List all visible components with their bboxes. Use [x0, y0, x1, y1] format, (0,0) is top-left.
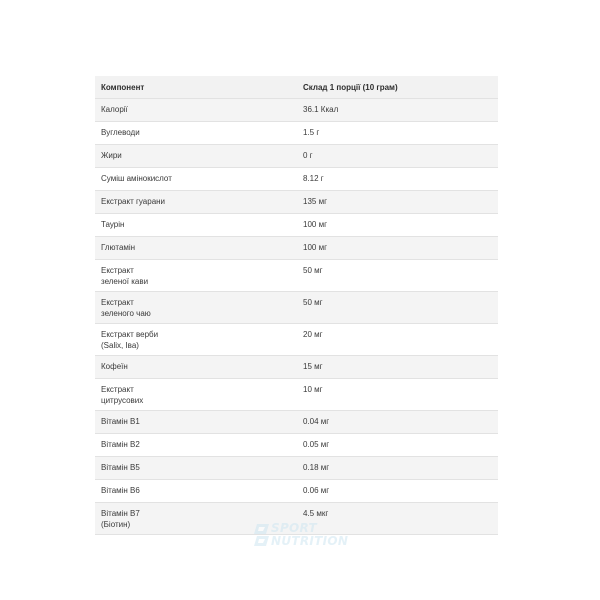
watermark-line-2: NUTRITION	[271, 534, 349, 548]
component-cell: Екстракт гуарани	[95, 191, 297, 214]
amount-cell: 8.12 г	[297, 168, 498, 191]
component-cell: Вітамін В5	[95, 457, 297, 480]
component-cell: Глютамін	[95, 237, 297, 260]
component-cell: Жири	[95, 145, 297, 168]
component-cell: Вітамін В6	[95, 480, 297, 503]
table-row	[95, 480, 498, 503]
amount-cell: 0.06 мг	[297, 480, 498, 503]
watermark-logo-icon	[254, 522, 270, 548]
table-row	[95, 168, 498, 191]
component-cell: Екстракт верби (Salix, Іва)	[95, 324, 297, 356]
table-row	[95, 122, 498, 145]
amount-cell: 20 мг	[297, 324, 498, 356]
table-row	[95, 214, 498, 237]
amount-cell: 0.04 мг	[297, 411, 498, 434]
amount-cell: 15 мг	[297, 356, 498, 379]
component-cell: Екстракт зеленої кави	[95, 260, 297, 292]
component-cell: Кофеїн	[95, 356, 297, 379]
table-row	[95, 237, 498, 260]
column-header-component: Компонент	[95, 76, 297, 99]
component-cell: Екстракт зеленого чаю	[95, 292, 297, 324]
table-row	[95, 145, 498, 168]
component-cell: Суміш амінокислот	[95, 168, 297, 191]
component-cell: Калорії	[95, 99, 297, 122]
table-row	[95, 292, 498, 324]
amount-cell: 100 мг	[297, 214, 498, 237]
table-row	[95, 260, 498, 292]
table-row	[95, 434, 498, 457]
table-header-row	[95, 76, 498, 99]
sport-nutrition-watermark	[254, 521, 364, 549]
table-row	[95, 324, 498, 356]
component-cell: Вітамін В7 (Біотин)	[95, 503, 297, 535]
table-row	[95, 379, 498, 411]
watermark-line-1: SPORT	[271, 521, 318, 535]
amount-cell: 36.1 Ккал	[297, 99, 498, 122]
table-row	[95, 356, 498, 379]
component-cell: Таурін	[95, 214, 297, 237]
component-cell: Вітамін В2	[95, 434, 297, 457]
amount-cell: 50 мг	[297, 260, 498, 292]
amount-cell: 100 мг	[297, 237, 498, 260]
amount-cell: 10 мг	[297, 379, 498, 411]
nutrition-table	[95, 76, 498, 535]
column-header-amount: Склад 1 порції (10 грам)	[297, 76, 498, 99]
table-row	[95, 457, 498, 480]
amount-cell: 1.5 г	[297, 122, 498, 145]
component-cell: Екстракт цитрусових	[95, 379, 297, 411]
amount-cell: 0 г	[297, 145, 498, 168]
amount-cell: 135 мг	[297, 191, 498, 214]
table-row	[95, 99, 498, 122]
amount-cell: 0.18 мг	[297, 457, 498, 480]
component-cell: Вуглеводи	[95, 122, 297, 145]
amount-cell: 50 мг	[297, 292, 498, 324]
component-cell: Вітамін В1	[95, 411, 297, 434]
amount-cell: 4.5 мкг	[297, 503, 498, 535]
table-row	[95, 411, 498, 434]
table-row	[95, 191, 498, 214]
amount-cell: 0.05 мг	[297, 434, 498, 457]
